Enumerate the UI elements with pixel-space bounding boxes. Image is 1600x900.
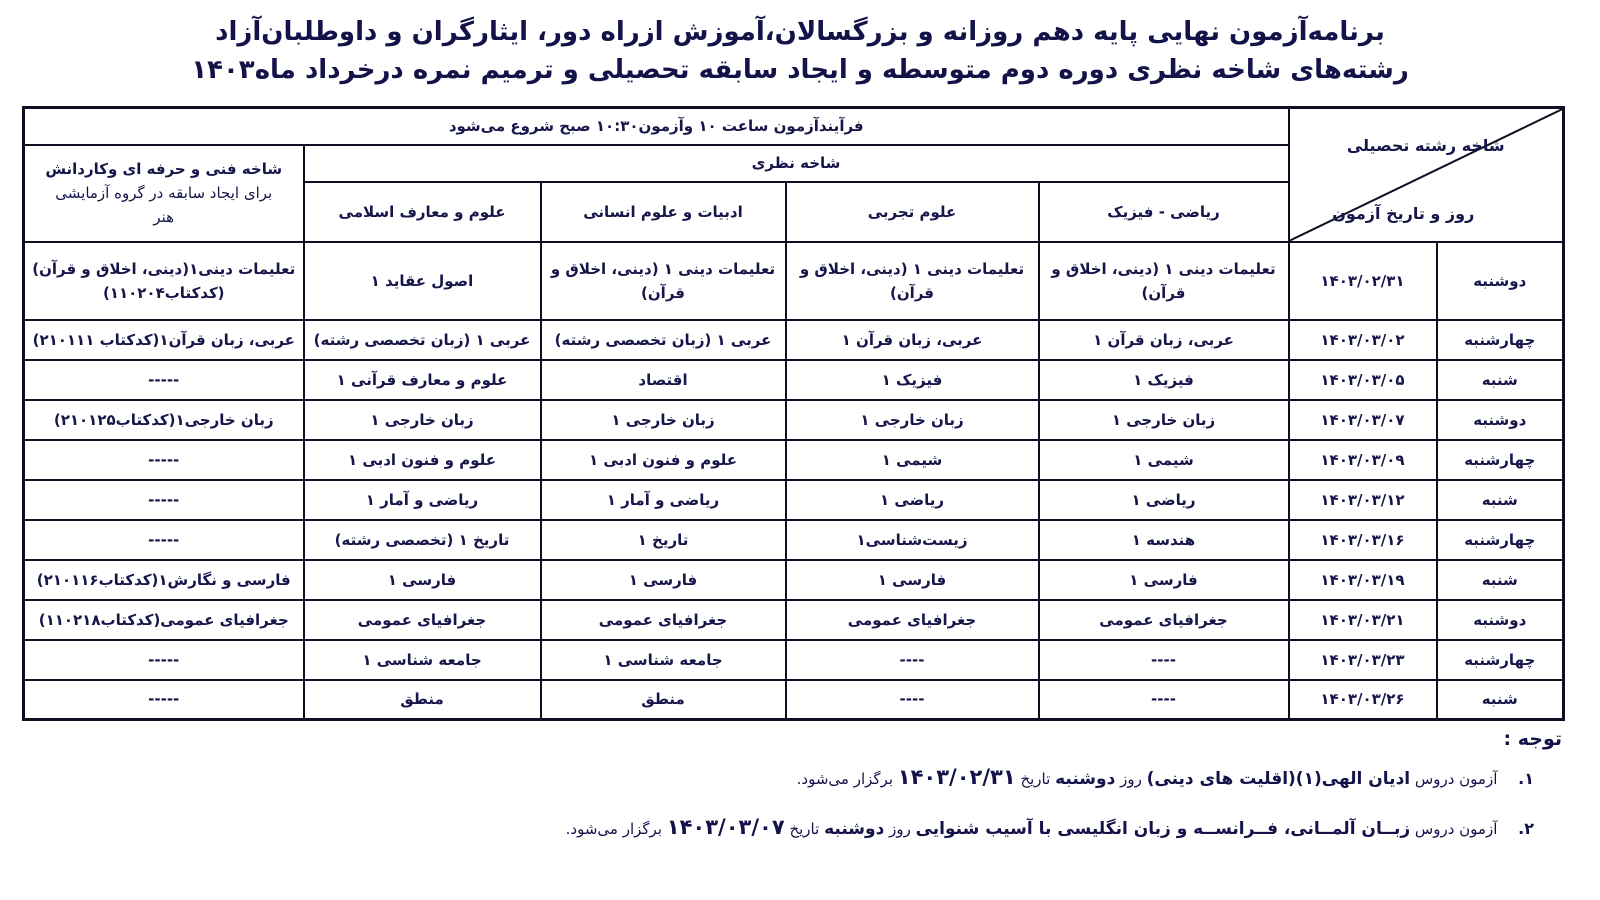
exam-cell: ریاضی و آمار ۱ — [541, 480, 786, 520]
day-cell: شنبه — [1437, 480, 1564, 520]
exam-cell-fanni: ----- — [23, 680, 303, 720]
note-item-1 — [38, 758, 1562, 798]
exam-cell: جغرافیای عمومی — [1039, 600, 1289, 640]
exam-cell-fanni: ----- — [23, 480, 303, 520]
table-row — [23, 600, 1563, 640]
exam-cell: فارسی ۱ — [304, 560, 541, 600]
day-cell: چهارشنبه — [1437, 520, 1564, 560]
exam-cell: زیست‌شناسی۱ — [786, 520, 1039, 560]
note-text: تاریخ — [1020, 770, 1051, 788]
note-day: دوشنبه — [1055, 769, 1116, 789]
fanni-branch-header — [23, 145, 303, 242]
exam-cell: عربی، زبان قرآن ۱ — [786, 320, 1039, 360]
column-header-tajrobi: علوم تجربی — [786, 182, 1039, 242]
page-title — [0, 14, 1600, 89]
note-number: ۱. — [1518, 769, 1534, 788]
exam-cell: شیمی ۱ — [786, 440, 1039, 480]
date-cell: ۱۴۰۳/۰۳/۱۶ — [1289, 520, 1437, 560]
note-date: ۱۴۰۳/۰۲/۳۱ — [897, 765, 1016, 789]
table-row — [23, 320, 1563, 360]
date-cell: ۱۴۰۳/۰۳/۱۹ — [1289, 560, 1437, 600]
note-date: ۱۴۰۳/۰۳/۰۷ — [666, 814, 785, 839]
date-cell: ۱۴۰۳/۰۳/۰۷ — [1289, 400, 1437, 440]
day-cell: دوشنبه — [1437, 400, 1564, 440]
exam-cell-fanni: تعلیمات دینی۱(دینی، اخلاق و قرآن)(کدکتاب۱۱۰۲۰۴) — [23, 242, 303, 320]
day-cell: چهارشنبه — [1437, 320, 1564, 360]
table-row — [23, 640, 1563, 680]
exam-cell: عربی، زبان قرآن ۱ — [1039, 320, 1289, 360]
column-header-maaref: علوم و معارف اسلامی — [304, 182, 541, 242]
exam-cell: ریاضی و آمار ۱ — [304, 480, 541, 520]
exam-cell: زبان خارجی ۱ — [541, 400, 786, 440]
note-subject: ادیان الهی(۱)(اقلیت های دینی) — [1146, 769, 1411, 789]
exam-cell: ---- — [1039, 640, 1289, 680]
exam-cell: منطق — [304, 680, 541, 720]
exam-cell: ---- — [1039, 680, 1289, 720]
exam-cell: فارسی ۱ — [1039, 560, 1289, 600]
note-text: آزمون دروس — [1414, 770, 1498, 788]
exam-cell: فیزیک ۱ — [1039, 360, 1289, 400]
table-row — [23, 560, 1563, 600]
exam-cell: فارسی ۱ — [786, 560, 1039, 600]
exam-cell-fanni: ----- — [23, 440, 303, 480]
exam-cell: تاریخ ۱ (تخصصی رشته) — [304, 520, 541, 560]
note-text: برگزار می‌شود. — [565, 819, 662, 838]
exam-cell: علوم و فنون ادبی ۱ — [304, 440, 541, 480]
exam-cell: منطق — [541, 680, 786, 720]
table-row — [23, 242, 1563, 320]
day-cell: دوشنبه — [1437, 242, 1564, 320]
exam-cell: فیزیک ۱ — [786, 360, 1039, 400]
fanni-header-sub: برای ایجاد سابقه در گروه آزمایشی — [55, 184, 273, 202]
table-row — [23, 480, 1563, 520]
date-cell: ۱۴۰۳/۰۳/۰۵ — [1289, 360, 1437, 400]
note-text: تاریخ — [789, 819, 820, 838]
date-cell: ۱۴۰۳/۰۳/۱۲ — [1289, 480, 1437, 520]
title-line-1: برنامه‌آزمون نهایی پایه دهم روزانه و بزرگسالان،آموزش ازراه دور، ایثارگران و داوطلبان‌آزاد — [215, 17, 1385, 47]
exam-cell-fanni: زبان خارجی۱(کدکتاب۲۱۰۱۲۵) — [23, 400, 303, 440]
notes-label: توجه : — [1503, 728, 1562, 750]
note-text: آزمون دروس — [1414, 819, 1498, 838]
day-cell: دوشنبه — [1437, 600, 1564, 640]
column-header-ensani: ادبیات و علوم انسانی — [541, 182, 786, 242]
exam-cell: ---- — [786, 680, 1039, 720]
exam-schedule-table — [22, 106, 1565, 721]
day-cell: شنبه — [1437, 360, 1564, 400]
table-row — [23, 400, 1563, 440]
table-row — [23, 680, 1563, 720]
table-row — [23, 520, 1563, 560]
exam-cell: جامعه شناسی ۱ — [304, 640, 541, 680]
exam-cell: تعلیمات دینی ۱ (دینی، اخلاق و قرآن) — [1039, 242, 1289, 320]
exam-cell: اصول عقاید ۱ — [304, 242, 541, 320]
day-cell: شنبه — [1437, 560, 1564, 600]
exam-cell: زبان خارجی ۱ — [786, 400, 1039, 440]
exam-cell: ریاضی ۱ — [786, 480, 1039, 520]
date-cell: ۱۴۰۳/۰۳/۲۱ — [1289, 600, 1437, 640]
exam-cell: جغرافیای عمومی — [304, 600, 541, 640]
table-row — [23, 360, 1563, 400]
exam-cell-fanni: عربی، زبان قرآن۱(کدکتاب ۲۱۰۱۱۱) — [23, 320, 303, 360]
corner-label-date: روز و تاریخ آزمون — [1332, 203, 1475, 223]
note-text: روز — [1120, 770, 1142, 788]
exam-cell-fanni: ----- — [23, 520, 303, 560]
exam-cell: ریاضی ۱ — [1039, 480, 1289, 520]
process-header: فرآیندآزمون ساعت ۱۰ وآزمون۱۰:۳۰ صبح شروع می‌شود — [23, 108, 1288, 145]
exam-cell: جامعه شناسی ۱ — [541, 640, 786, 680]
corner-header-cell — [1289, 108, 1564, 242]
date-cell: ۱۴۰۳/۰۳/۲۶ — [1289, 680, 1437, 720]
note-text: برگزار می‌شود. — [796, 770, 893, 788]
exam-cell: عربی ۱ (زبان تخصصی رشته) — [541, 320, 786, 360]
exam-cell: علوم و معارف قرآنی ۱ — [304, 360, 541, 400]
exam-cell: تاریخ ۱ — [541, 520, 786, 560]
nazari-branch-header: شاخه نظری — [304, 145, 1289, 182]
exam-cell-fanni: جغرافیای عمومی(کدکتاب۱۱۰۲۱۸) — [23, 600, 303, 640]
exam-cell-fanni: ----- — [23, 360, 303, 400]
exam-cell: تعلیمات دینی ۱ (دینی، اخلاق و قرآن) — [541, 242, 786, 320]
date-cell: ۱۴۰۳/۰۲/۳۱ — [1289, 242, 1437, 320]
exam-cell: زبان خارجی ۱ — [1039, 400, 1289, 440]
exam-cell-fanni: ----- — [23, 640, 303, 680]
date-cell: ۱۴۰۳/۰۳/۰۹ — [1289, 440, 1437, 480]
exam-cell: ---- — [786, 640, 1039, 680]
day-cell: چهارشنبه — [1437, 440, 1564, 480]
fanni-header-main: شاخه فنی و حرفه ای وکاردانش — [45, 160, 283, 178]
title-line-2: رشته‌های شاخه نظری دوره دوم متوسطه و ایجاد سابقه تحصیلی و ترمیم نمره درخرداد ماه۱۴۰۳ — [191, 54, 1409, 85]
table-row — [23, 440, 1563, 480]
notes-section — [38, 728, 1562, 858]
exam-cell: جغرافیای عمومی — [786, 600, 1039, 640]
exam-cell-fanni: فارسی و نگارش۱(کدکتاب۲۱۰۱۱۶) — [23, 560, 303, 600]
exam-cell: عربی ۱ (زبان تخصصی رشته) — [304, 320, 541, 360]
exam-cell: زبان خارجی ۱ — [304, 400, 541, 440]
exam-cell: شیمی ۱ — [1039, 440, 1289, 480]
note-day: دوشنبه — [824, 818, 885, 839]
exam-cell: تعلیمات دینی ۱ (دینی، اخلاق و قرآن) — [786, 242, 1039, 320]
fanni-header-sub2: هنر — [153, 208, 175, 226]
note-number: ۲. — [1518, 818, 1534, 838]
day-cell: چهارشنبه — [1437, 640, 1564, 680]
note-item-2 — [38, 808, 1562, 848]
exam-cell: اقتصاد — [541, 360, 786, 400]
note-subject: زبــان آلمــانی، فــرانســه و زبان انگلیسی با آسیب شنوایی — [915, 818, 1411, 839]
column-header-riazi: ریاضی - فیزیک — [1039, 182, 1289, 242]
exam-cell: هندسه ۱ — [1039, 520, 1289, 560]
day-cell: شنبه — [1437, 680, 1564, 720]
note-text: روز — [889, 819, 911, 838]
corner-label-branch: شاخه رشته تحصیلی — [1346, 136, 1505, 155]
exam-cell: فارسی ۱ — [541, 560, 786, 600]
exam-cell: علوم و فنون ادبی ۱ — [541, 440, 786, 480]
date-cell: ۱۴۰۳/۰۳/۰۲ — [1289, 320, 1437, 360]
date-cell: ۱۴۰۳/۰۳/۲۳ — [1289, 640, 1437, 680]
exam-cell: جغرافیای عمومی — [541, 600, 786, 640]
